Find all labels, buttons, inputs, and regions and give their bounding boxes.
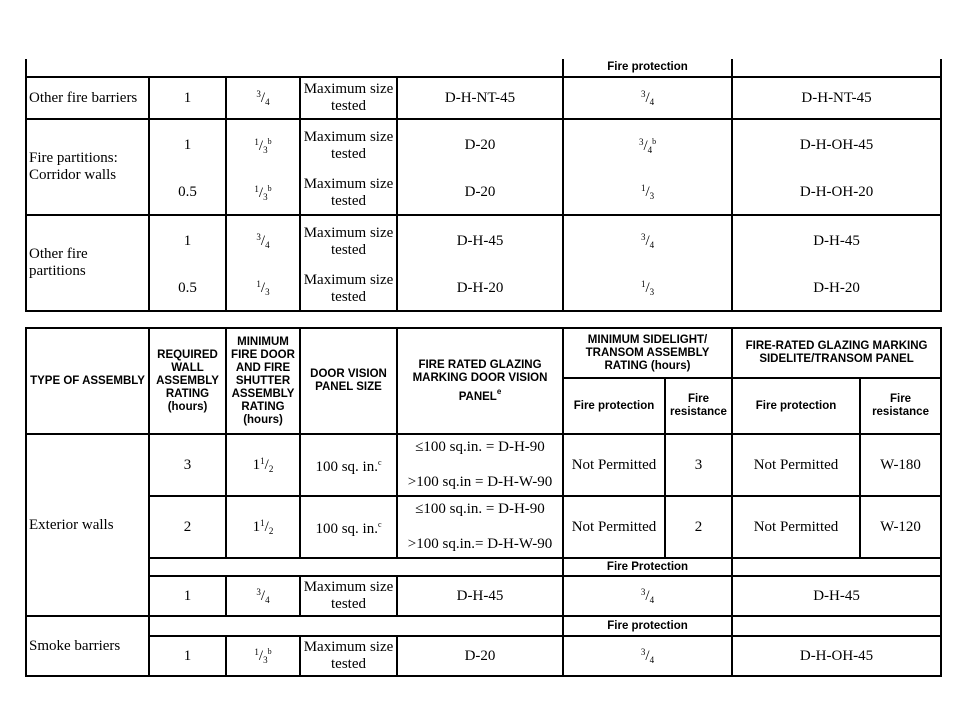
door-rating: $^3/_4$	[226, 77, 300, 119]
sidelite-marking: D-H-45	[732, 576, 941, 616]
fire-protection-subheader: Fire protection	[563, 616, 732, 636]
top-fire-table	[25, 59, 942, 312]
door-rating: $^1/_3^b$	[226, 119, 300, 171]
sidelite-marking: D-H-NT-45	[732, 77, 941, 119]
header-fire-protection-2: Fire protection	[732, 378, 860, 434]
wall-rating: 1	[149, 576, 226, 616]
fire-protection-rating: $^1/_3$	[563, 171, 732, 215]
sidelight-fire-resistance: 3	[665, 434, 732, 496]
fire-protection-rating: $^3/_4$	[563, 215, 732, 267]
fire-protection-rating: $^3/_4^b$	[563, 119, 732, 171]
door-rating: $^3/_4$	[226, 215, 300, 267]
subheader-spacer	[149, 616, 563, 636]
header-glazing-marking: FIRE RATED GLAZING MARKING DOOR VISION PANEL$^e$	[397, 328, 563, 434]
header-spacer-right	[732, 59, 941, 77]
wall-rating: 1	[149, 636, 226, 676]
marking-fire-protection: Not Permitted	[732, 496, 860, 558]
wall-rating: 2	[149, 496, 226, 558]
sidelite-marking: D-H-45	[732, 215, 941, 267]
wall-rating: 1	[149, 119, 226, 171]
marking-fire-resistance: W-120	[860, 496, 941, 558]
table-row	[26, 215, 941, 267]
door-rating: $^3/_4$	[226, 576, 300, 616]
glazing-marking: ≤100 sq.in. = D-H-90 >100 sq.in.= D-H-W-90	[397, 496, 563, 558]
vision-panel-size: Maximum size tested	[300, 267, 397, 311]
header-fire-resistance-2: Fire resistance	[860, 378, 941, 434]
header-fire-resistance: Fire resistance	[665, 378, 732, 434]
vision-panel-size: 100 sq. in.$^c$	[300, 434, 397, 496]
glazing-marking: ≤100 sq.in. = D-H-90 >100 sq.in = D-H-W-90	[397, 434, 563, 496]
table-row	[26, 77, 941, 119]
wall-rating: 1	[149, 77, 226, 119]
assembly-type: Fire partitions: Corridor walls	[26, 119, 149, 215]
table-row	[26, 434, 941, 496]
door-rating: $1^1/_2$	[226, 496, 300, 558]
sidelite-marking: D-H-OH-20	[732, 171, 941, 215]
sidelight-fire-protection: Not Permitted	[563, 496, 665, 558]
wall-rating: 0.5	[149, 171, 226, 215]
table-row	[26, 171, 941, 215]
wall-rating: 3	[149, 434, 226, 496]
vision-panel-size: Maximum size tested	[300, 576, 397, 616]
header-type-of-assembly: TYPE OF ASSEMBLY	[26, 328, 149, 434]
fire-protection-subheader: Fire Protection	[563, 558, 732, 576]
fire-protection-header: Fire protection	[563, 59, 732, 77]
header-wall-rating: REQUIRED WALL ASSEMBLY RATING (hours)	[149, 328, 226, 434]
fire-protection-rating: $^3/_4$	[563, 77, 732, 119]
header-door-rating: MINIMUM FIRE DOOR AND FIRE SHUTTER ASSEMBLY RATING (hours)	[226, 328, 300, 434]
bottom-fire-table	[25, 327, 942, 677]
table-row	[26, 496, 941, 558]
marking-fire-protection: Not Permitted	[732, 434, 860, 496]
door-rating: $^1/_3^b$	[226, 171, 300, 215]
table-row	[26, 267, 941, 311]
subheader-spacer-right	[732, 616, 941, 636]
fire-protection-rating: $^1/_3$	[563, 267, 732, 311]
door-rating: $1^1/_2$	[226, 434, 300, 496]
glazing-marking: D-H-NT-45	[397, 77, 563, 119]
sidelite-marking: D-H-OH-45	[732, 636, 941, 676]
sidelite-marking: D-H-OH-45	[732, 119, 941, 171]
header-sidelite-marking: FIRE-RATED GLAZING MARKING SIDELITE/TRANSOM PANEL	[732, 328, 941, 378]
fire-protection-rating: $^3/_4$	[563, 576, 732, 616]
assembly-type: Other fire partitions	[26, 215, 149, 311]
assembly-type: Exterior walls	[26, 434, 149, 616]
sidelight-fire-resistance: 2	[665, 496, 732, 558]
wall-rating: 1	[149, 215, 226, 267]
marking-fire-resistance: W-180	[860, 434, 941, 496]
vision-panel-size: Maximum size tested	[300, 171, 397, 215]
header-fire-protection: Fire protection	[563, 378, 665, 434]
vision-panel-size: Maximum size tested	[300, 215, 397, 267]
door-rating: $^1/_3^b$	[226, 636, 300, 676]
header-sidelight-rating: MINIMUM SIDELIGHT/ TRANSOM ASSEMBLY RATING (hours)	[563, 328, 732, 378]
table-row	[26, 576, 941, 616]
subheader-spacer	[149, 558, 563, 576]
header-vision-panel-size: DOOR VISION PANEL SIZE	[300, 328, 397, 434]
glazing-marking: D-H-45	[397, 576, 563, 616]
glazing-marking: D-20	[397, 171, 563, 215]
sidelite-marking: D-H-20	[732, 267, 941, 311]
fire-protection-rating: $^3/_4$	[563, 636, 732, 676]
table-row	[26, 636, 941, 676]
subheader-spacer-right	[732, 558, 941, 576]
vision-panel-size: Maximum size tested	[300, 636, 397, 676]
table-row	[26, 119, 941, 171]
vision-panel-size: 100 sq. in.$^c$	[300, 496, 397, 558]
assembly-type: Smoke barriers	[26, 616, 149, 676]
glazing-marking: D-20	[397, 636, 563, 676]
glazing-marking: D-H-20	[397, 267, 563, 311]
vision-panel-size: Maximum size tested	[300, 77, 397, 119]
wall-rating: 0.5	[149, 267, 226, 311]
door-rating: $^1/_3$	[226, 267, 300, 311]
assembly-type: Other fire barriers	[26, 77, 149, 119]
glazing-marking: D-20	[397, 119, 563, 171]
vision-panel-size: Maximum size tested	[300, 119, 397, 171]
header-spacer	[26, 59, 563, 77]
glazing-marking: D-H-45	[397, 215, 563, 267]
sidelight-fire-protection: Not Permitted	[563, 434, 665, 496]
